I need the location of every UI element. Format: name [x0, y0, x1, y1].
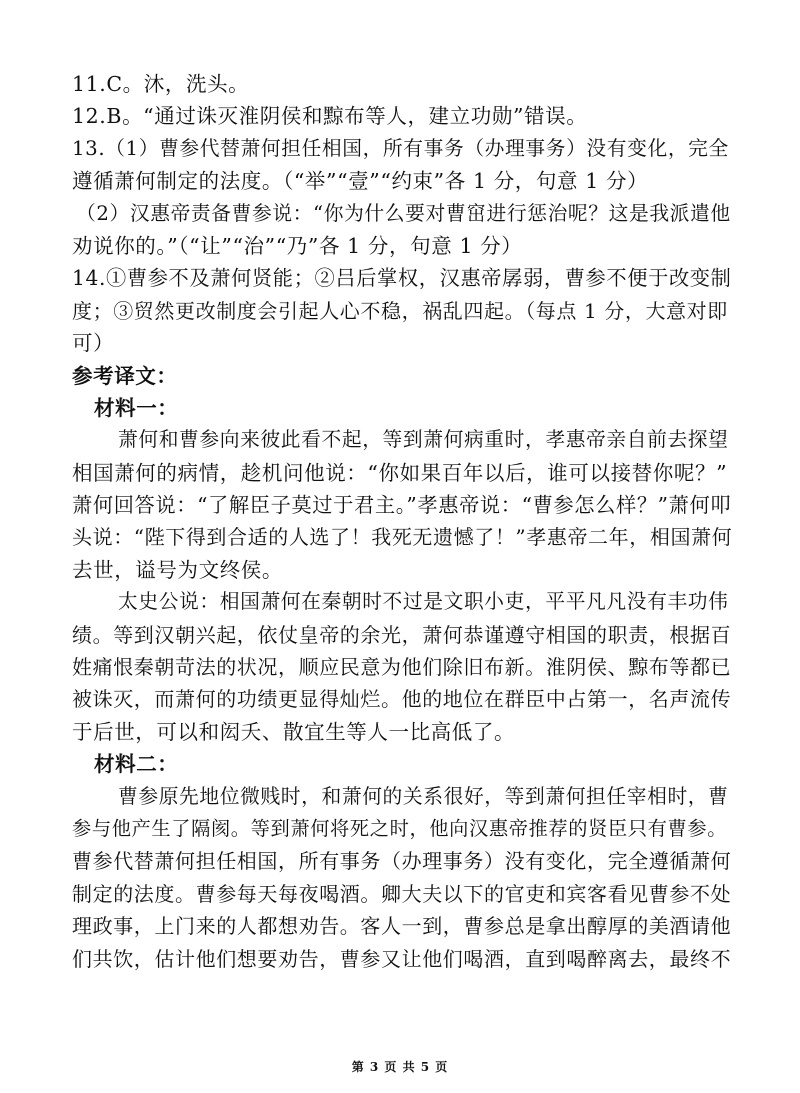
paragraph-line: 头说：“陛下得到合适的人选了！我死无遗憾了！”孝惠帝二年，相国萧何 — [72, 525, 733, 550]
material-one-paragraph-2 — [72, 586, 732, 748]
answer-13-part2-line2: 劝说你的。”（“让”“治”“乃”各 1 分，句意 1 分） — [72, 233, 523, 258]
paragraph-line: 曹参原先地位微贱时，和萧何的关系很好，等到萧何担任宰相时，曹 — [118, 784, 729, 808]
answer-13-part1-line2: 遵循萧何制定的法度。（“举”“壹”“约束”各 1 分，句意 1 分） — [72, 169, 649, 194]
answer-14-line3: 可） — [72, 331, 115, 356]
paragraph-line: 相国萧何的病情，趁机问他说：“你如果百年以后，谁可以接替你呢？” — [72, 460, 728, 485]
paragraph-line: 萧何和曹参向来彼此看不起，等到萧何病重时，孝惠帝亲自前去探望 — [118, 428, 729, 452]
paragraph-line: 们共饮，估计他们想要劝告，曹参又让他们喝酒，直到喝醉离去，最终不 — [72, 946, 732, 971]
paragraph-line: 去世，谥号为文终侯。 — [72, 557, 283, 582]
paragraph-line: 被诛灭，而萧何的功绩更显得灿烂。他的地位在群臣中占第一，名声流传 — [72, 687, 732, 712]
paragraph-line: 姓痛恨秦朝苛法的状况，顺应民意为他们除旧布新。淮阴侯、黥布等都已 — [72, 655, 732, 680]
answer-14-line2: 度；③贸然更改制度会引起人心不稳，祸乱四起。（每点 1 分，大意对即 — [72, 298, 728, 323]
paragraph-line: 参与他产生了隔阂。等到萧何将死之时，他向汉惠帝推荐的贤臣只有曹参。 — [72, 816, 728, 840]
answer-13-part2-line1: （2）汉惠帝责备曹参说：“你为什么要对曹窋进行惩治呢？这是我派遣他 — [76, 201, 731, 225]
answer-section — [72, 68, 732, 360]
page-number-footer: 第 3 页 共 5 页 — [351, 1060, 449, 1074]
material-one-paragraph-1 — [72, 424, 732, 586]
paragraph-line: 绩。等到汉朝兴起，依仗皇帝的余光，萧何恭谨遵守相国的职责，根据百 — [72, 622, 732, 647]
answer-13-part1-line1: 13.（1）曹参代替萧何担任相国，所有事务（办理事务）没有变化，完全 — [72, 136, 729, 160]
material-two-title: 材料二： — [94, 752, 179, 777]
material-one-section — [72, 392, 732, 748]
answer-14-line1: 14.①曹参不及萧何贤能；②吕后掌权，汉惠帝孱弱，曹参不便于改变制 — [72, 266, 732, 291]
paragraph-line: 制定的法度。曹参每天每夜喝酒。卿大夫以下的官吏和宾客看见曹参不处 — [72, 881, 732, 906]
paragraph-line: 太史公说：相国萧何在秦朝时不过是文职小吏，平平凡凡没有丰功伟 — [118, 590, 729, 614]
paragraph-line: 理政事，上门来的人都想劝告。客人一到，曹参总是拿出醇厚的美酒请他 — [72, 914, 732, 939]
answer-12: 12.B。“通过诛灭淮阴侯和黥布等人，建立功勋”错误。 — [72, 104, 588, 129]
paragraph-line: 曹参代替萧何担任相国，所有事务（办理事务）没有变化，完全遵循萧何 — [72, 849, 732, 874]
material-one-title: 材料一： — [94, 395, 179, 420]
paragraph-line: 于后世，可以和闳夭、散宜生等人一比高低了。 — [72, 719, 516, 744]
material-two-section — [72, 748, 732, 975]
translation-heading: 参考译文： — [72, 363, 178, 388]
answer-11: 11.C。沐，洗头。 — [72, 72, 250, 96]
material-two-paragraph-1 — [72, 781, 732, 975]
document-body — [72, 68, 732, 975]
paragraph-line: 萧何回答说：“了解臣子莫过于君主。”孝惠帝说：“曹参怎么样？”萧何叩 — [72, 493, 732, 518]
